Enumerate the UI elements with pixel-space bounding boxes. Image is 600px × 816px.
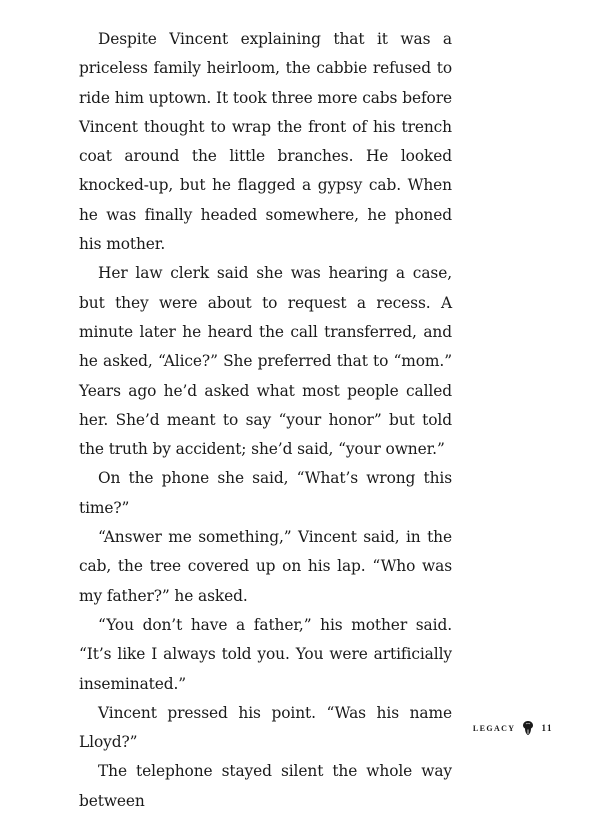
paragraph-6: Vincent pressed his point. “Was his name Lloyd?” <box>79 703 452 752</box>
paragraph-7: The telephone stayed silent the whole way between <box>79 762 452 810</box>
running-head: LEGACY <box>472 723 516 733</box>
body-text <box>79 25 452 816</box>
paragraph-5: “You don’t have a father,” his mother said. “It’s like I always told you. You were artificially inseminated.” <box>79 615 452 693</box>
paragraph-2: Her law clerk said she was hearing a case, but they were about to request a recess. A minute later he heard the call transferred, and he asked, “Alice?” She preferred that to “mom.” Years ago he’d asked what most people called her. She’d meant to say “your honor” but told the truth by accident; she’d said, “your owner.” <box>79 264 452 459</box>
page-footer <box>473 720 553 736</box>
paragraph-4: “Answer me something,” Vincent said, in the cab, the tree covered up on his lap. “Who was my father?” he asked. <box>79 528 452 605</box>
paragraph-1: Despite Vincent explaining that it was a priceless family heirloom, the cabbie refused to ride him uptown. It took three more cabs before Vincent thought to wrap the front of his trench coat around the little branches. He looked knocked-up, but he flagged a gypsy cab. When he was finally headed somewhere, he phoned his mother. <box>79 30 452 254</box>
acorn-tree-icon <box>521 720 535 736</box>
paragraph-3: On the phone she said, “What’s wrong this time?” <box>79 469 452 517</box>
page-number: 11 <box>541 723 553 733</box>
